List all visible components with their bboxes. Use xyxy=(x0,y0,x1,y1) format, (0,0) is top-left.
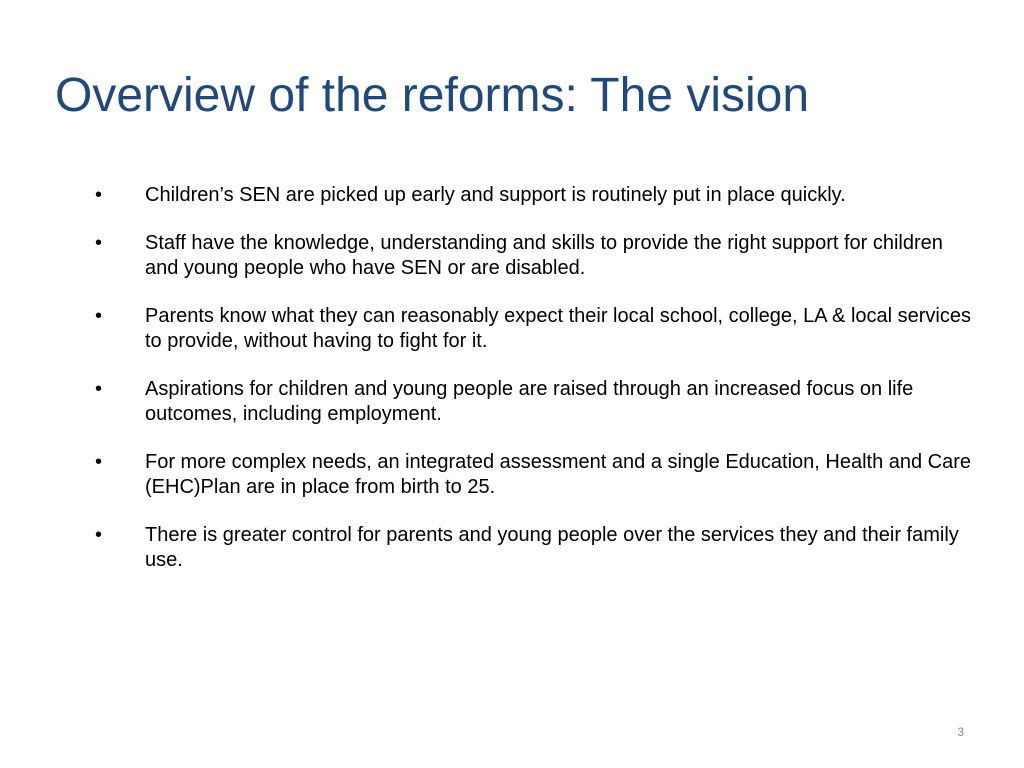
bullet-item xyxy=(95,304,975,354)
bullet-dot-icon: • xyxy=(95,305,103,327)
bullet-text: There is greater control for parents and young people over the services they and their family use. xyxy=(145,524,959,571)
bullet-text: Staff have the knowledge, understanding and skills to provide the right support for children and young people who have SEN or are disabled. xyxy=(145,232,943,279)
bullet-item xyxy=(95,183,975,208)
bullet-list xyxy=(95,183,975,596)
bullet-item xyxy=(95,450,975,500)
bullet-text: Parents know what they can reasonably expect their local school, college, LA & local services to provide, without having to fight for it. xyxy=(145,305,971,352)
bullet-item xyxy=(95,523,975,573)
bullet-dot-icon: • xyxy=(95,524,103,546)
bullet-dot-icon: • xyxy=(95,378,103,400)
bullet-dot-icon: • xyxy=(95,184,103,206)
bullet-item xyxy=(95,377,975,427)
bullet-dot-icon: • xyxy=(95,451,103,473)
bullet-text: Children’s SEN are picked up early and support is routinely put in place quickly. xyxy=(145,184,846,206)
bullet-text: Aspirations for children and young people are raised through an increased focus on life outcomes, including employment. xyxy=(145,378,914,425)
bullet-text: For more complex needs, an integrated assessment and a single Education, Health and Care (EHC)Plan are in place from birth to 25. xyxy=(145,451,972,498)
slide-title: Overview of the reforms: The vision xyxy=(55,69,810,122)
bullet-dot-icon: • xyxy=(95,232,103,254)
slide-number: 3 xyxy=(957,725,964,739)
bullet-item xyxy=(95,231,975,281)
